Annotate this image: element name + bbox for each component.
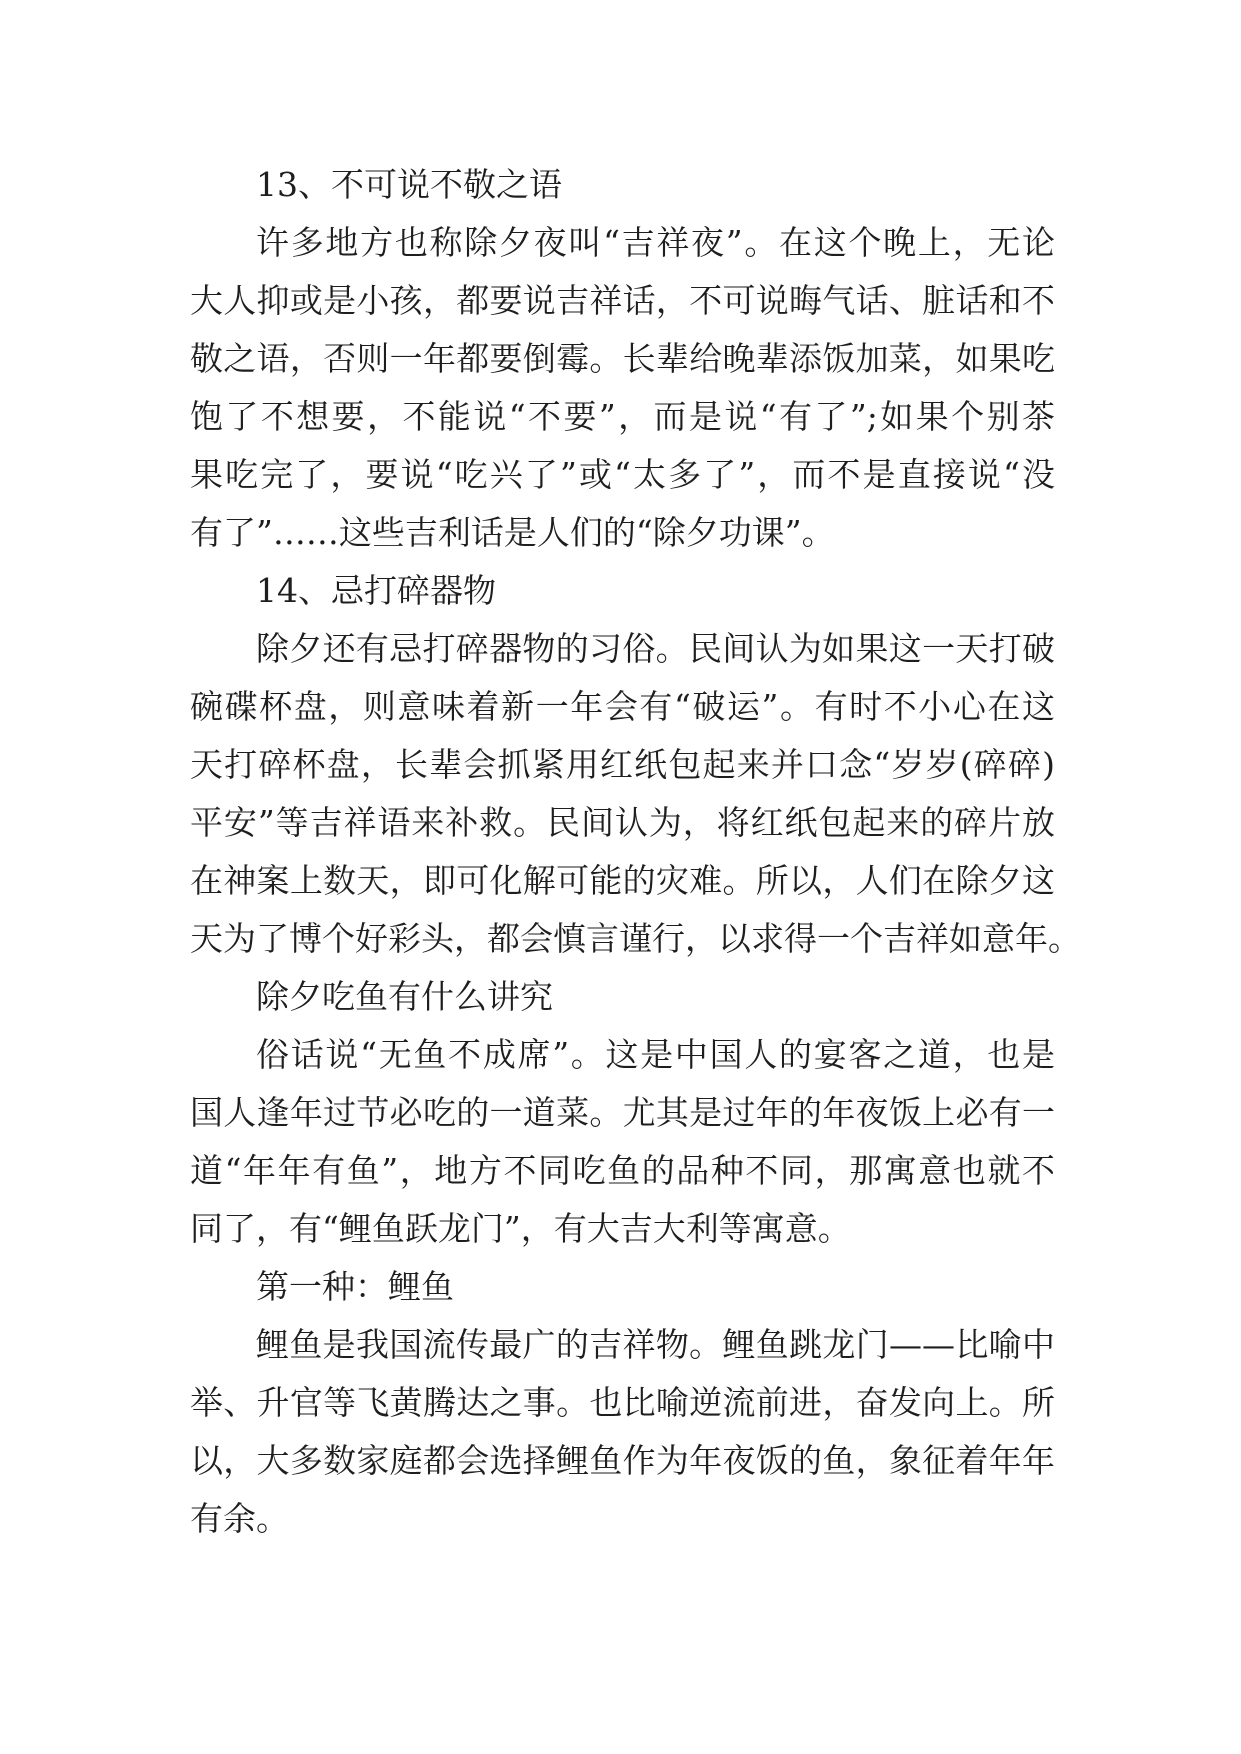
section <box>190 1258 1055 1548</box>
section <box>190 156 1055 562</box>
paragraph-line: 有余。 <box>190 1499 289 1538</box>
paragraph-line: 举、升官等飞黄腾达之事。也比喻逆流前进，奋发向上。所 <box>190 1383 1055 1422</box>
paragraph-line: 敬之语，否则一年都要倒霉。长辈给晚辈添饭加菜，如果吃 <box>190 339 1055 378</box>
section-heading: 13、不可说不敬之语 <box>256 165 562 204</box>
section-heading: 除夕吃鱼有什么讲究 <box>256 977 553 1016</box>
section <box>190 968 1055 1258</box>
paragraph-line: 饱了不想要，不能说“不要”，而是说“有了”;如果个别茶 <box>190 397 1055 436</box>
paragraph-line: 除夕还有忌打碎器物的习俗。民间认为如果这一天打破 <box>256 629 1055 668</box>
paragraph-line: 国人逢年过节必吃的一道菜。尤其是过年的年夜饭上必有一 <box>190 1093 1055 1132</box>
paragraph-line: 同了，有“鲤鱼跃龙门”，有大吉大利等寓意。 <box>190 1209 851 1248</box>
paragraph-line: 许多地方也称除夕夜叫“吉祥夜”。在这个晚上，无论 <box>256 223 1055 262</box>
paragraph <box>190 214 1055 562</box>
paragraph <box>190 1316 1055 1548</box>
paragraph-line: 道“年年有鱼”，地方不同吃鱼的品种不同，那寓意也就不 <box>190 1151 1055 1190</box>
paragraph-line: 天打碎杯盘，长辈会抓紧用红纸包起来并口念“岁岁(碎碎) <box>190 745 1055 784</box>
paragraph-line: 有了”……这些吉利话是人们的“除夕功课”。 <box>190 513 835 552</box>
paragraph-line: 碗碟杯盘，则意味着新一年会有“破运”。有时不小心在这 <box>190 687 1055 726</box>
paragraph <box>190 1026 1055 1258</box>
paragraph-line: 大人抑或是小孩，都要说吉祥话，不可说晦气话、脏话和不 <box>190 281 1055 320</box>
paragraph-line: 果吃完了，要说“吃兴了”或“太多了”，而不是直接说“没 <box>190 455 1055 494</box>
paragraph <box>190 620 1081 968</box>
section-heading: 14、忌打碎器物 <box>256 571 496 610</box>
paragraph-line: 以，大多数家庭都会选择鲤鱼作为年夜饭的鱼，象征着年年 <box>190 1441 1055 1480</box>
paragraph-line: 天为了博个好彩头，都会慎言谨行，以求得一个吉祥如意年。 <box>190 919 1081 958</box>
section <box>190 562 1081 968</box>
paragraph-line: 在神案上数天，即可化解可能的灾难。所以，人们在除夕这 <box>190 861 1055 900</box>
paragraph-line: 鲤鱼是我国流传最广的吉祥物。鲤鱼跳龙门——比喻中 <box>256 1325 1055 1364</box>
section-heading: 第一种：鲤鱼 <box>256 1267 454 1306</box>
paragraph-line: 平安”等吉祥语来补救。民间认为，将红纸包起来的碎片放 <box>190 803 1055 842</box>
document-body <box>190 156 1081 1548</box>
paragraph-line: 俗话说“无鱼不成席”。这是中国人的宴客之道，也是 <box>256 1035 1055 1074</box>
